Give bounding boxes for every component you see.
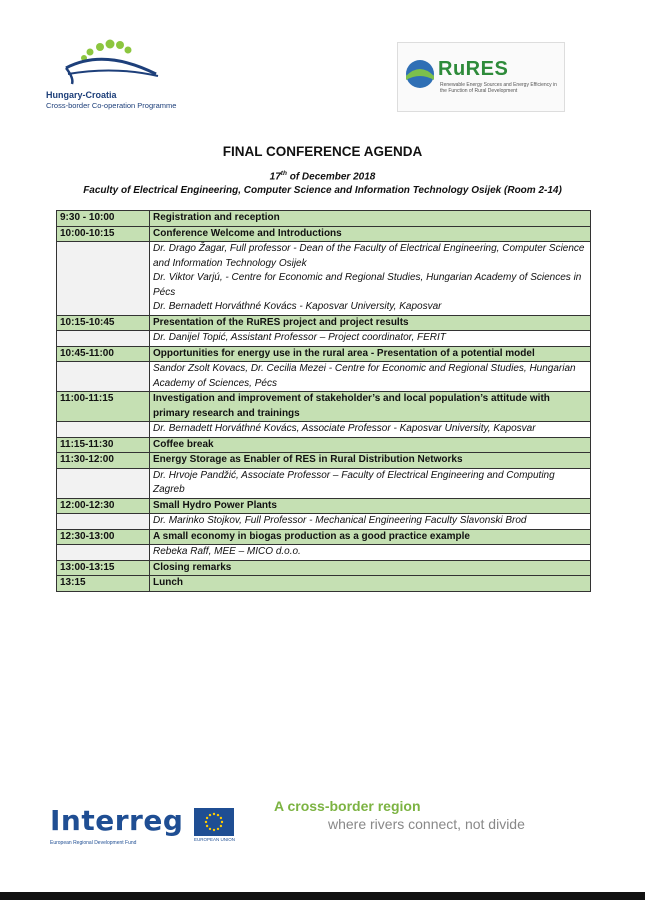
agenda-description-line: Sandor Zsolt Kovacs, Dr. Cecilia Mezei - Centre for Economic and Regional Studies, Hungarian Academy of Sciences, Pécs [153,363,576,389]
agenda-time [57,545,150,561]
tagline-secondary: where rivers connect, not divide [328,816,525,832]
agenda-description-line: Dr. Danijel Topić, Assistant Professor – Project coordinator, FERIT [153,332,446,343]
agenda-time: 13:00-13:15 [57,560,150,576]
agenda-row [57,362,591,392]
page-title: FINAL CONFERENCE AGENDA [222,144,423,159]
rures-title: RuRES [438,58,509,80]
erdf-label: European Regional Development Fund [50,840,137,846]
bottom-border [0,892,645,900]
agenda-table [56,210,591,592]
conference-date [0,170,645,182]
date-rest: of December 2018 [286,171,376,183]
agenda-time [57,362,150,392]
agenda-time: 10:00-10:15 [57,226,150,242]
rures-subtitle: Renewable Energy Sources and Energy Efficiency in the Function of Rural Development [440,82,557,94]
agenda-description [150,226,591,242]
agenda-description-line: Dr. Bernadett Horváthné Kovács, Associate Professor - Kaposvar University, Kaposvar [153,423,536,434]
agenda-description [150,529,591,545]
agenda-row [57,331,591,347]
agenda-row [57,453,591,469]
agenda-description [150,392,591,422]
agenda-description [150,315,591,331]
agenda-description [150,453,591,469]
conference-venue: Faculty of Electrical Engineering, Computer Science and Information Technology Osijek (Room 2-14) [83,185,562,196]
agenda-description-line: Coffee break [153,438,214,450]
hungary-croatia-subtitle: Cross-border Co-operation Programme [46,101,177,110]
interreg-logo: Interreg [50,804,184,837]
agenda-time: 10:45-11:00 [57,346,150,362]
agenda-description-line: Rebeka Raff, MEE – MICO d.o.o. [153,546,301,557]
agenda-description-line: Dr. Drago Žagar, Full professor - Dean of the Faculty of Electrical Engineering, Computer Science and Information Technology Osijek [153,243,585,269]
agenda-time: 12:30-13:00 [57,529,150,545]
agenda-description-line: Dr. Hrvoje Pandžić, Associate Professor – Faculty of Electrical Engineering and Computing Zagreb [153,469,555,495]
agenda-description-line: Investigation and improvement of stakeholder’s and local population’s attitude with primary research and trainings [153,393,550,419]
agenda-time [57,422,150,438]
agenda-description-line: Energy Storage as Enabler of RES in Rural Distribution Networks [153,454,463,465]
agenda-time: 10:15-10:45 [57,315,150,331]
agenda-row [57,226,591,242]
agenda-description-line: Small Hydro Power Plants [153,499,277,511]
agenda-row [57,498,591,514]
agenda-description [150,576,591,592]
agenda-time [57,514,150,530]
agenda-description [150,331,591,347]
agenda-description-line: Conference Welcome and Introductions [153,227,342,239]
agenda-description-line: Lunch [153,577,183,588]
agenda-description [150,242,591,316]
agenda-description [150,346,591,362]
agenda-row [57,392,591,422]
agenda-description-line: Presentation of the RuRES project and project results [153,316,409,328]
agenda-time [57,331,150,347]
agenda-row [57,422,591,438]
rures-emblem-icon [404,58,436,90]
eu-flag-icon [194,808,234,836]
agenda-time: 12:00-12:30 [57,498,150,514]
agenda-row [57,576,591,592]
agenda-row [57,346,591,362]
agenda-description [150,560,591,576]
date-day: 17 [269,171,281,183]
date-suffix: th [280,170,287,177]
agenda-time [57,468,150,498]
agenda-description-line: Opportunities for energy use in the rural area - Presentation of a potential model [153,347,535,359]
agenda-description-line: Registration and reception [153,212,280,223]
agenda-description-line: A small economy in biogas production as a good practice example [153,530,470,542]
agenda-time: 11:15-11:30 [57,437,150,453]
agenda-description-line: Dr. Viktor Varjú, - Centre for Economic and Regional Studies, Hungarian Academy of Sciences in Pécs [153,272,582,298]
agenda-description-line: Dr. Bernadett Horváthné Kovács - Kaposvar University, Kaposvar [153,301,442,312]
eu-label: EUROPEAN UNION [194,837,236,842]
agenda-row [57,468,591,498]
agenda-time: 11:00-11:15 [57,392,150,422]
agenda-time [57,242,150,316]
tagline-primary: A cross-border region [274,798,421,814]
agenda-row [57,315,591,331]
agenda-description [150,514,591,530]
agenda-description [150,498,591,514]
agenda-row [57,560,591,576]
agenda-description-line: Closing remarks [153,561,232,573]
hungary-croatia-name: Hungary-Croatia [46,90,117,100]
agenda-description [150,468,591,498]
agenda-row [57,514,591,530]
agenda-row [57,211,591,227]
agenda-time: 13:15 [57,576,150,592]
agenda-time: 9:30 - 10:00 [57,211,150,227]
agenda-body [57,211,591,592]
agenda-row [57,545,591,561]
agenda-time: 11:30-12:00 [57,453,150,469]
agenda-description [150,362,591,392]
agenda-row [57,437,591,453]
agenda-description [150,545,591,561]
agenda-row [57,529,591,545]
agenda-description [150,211,591,227]
agenda-description [150,437,591,453]
agenda-description [150,422,591,438]
agenda-row [57,242,591,316]
agenda-description-line: Dr. Marinko Stojkov, Full Professor - Mechanical Engineering Faculty Slavonski Brod [153,515,527,526]
